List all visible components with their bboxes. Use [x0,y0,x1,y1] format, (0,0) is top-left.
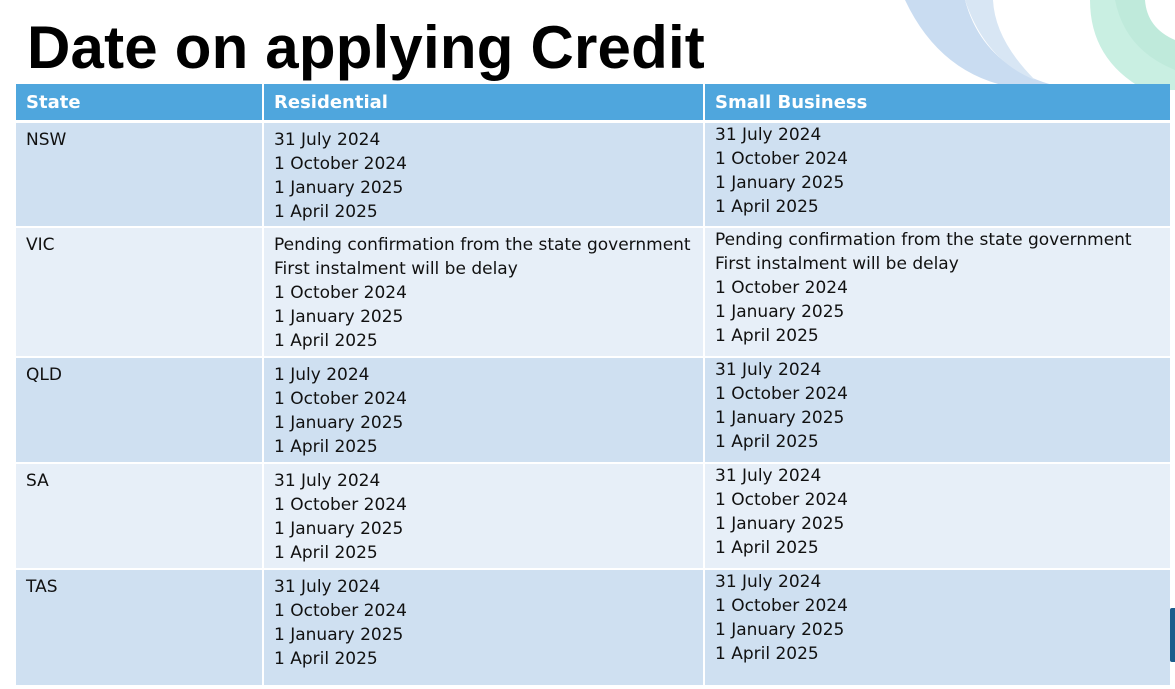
table-row-vic [16,228,1170,358]
residential-date: 1 July 2024 [274,365,370,385]
residential-date: 1 April 2025 [274,202,378,222]
small-business-date: 1 April 2025 [715,197,819,217]
table-row-tas [16,570,1170,687]
small-business-cell [705,123,1170,228]
table-row-sa [16,464,1170,570]
table-row-qld [16,358,1170,464]
state-cell: NSW [16,123,264,228]
credit-dates-table [16,84,1170,687]
residential-date: 1 January 2025 [274,625,404,645]
small-business-cell [705,570,1170,687]
residential-date: 1 January 2025 [274,413,404,433]
residential-cell [264,228,705,358]
residential-date: 1 January 2025 [274,519,404,539]
residential-date: 1 April 2025 [274,331,378,351]
small-business-date: 1 April 2025 [715,432,819,452]
residential-note: First instalment will be delay [274,259,518,279]
small-business-date: 1 January 2025 [715,408,845,428]
residential-date: 1 January 2025 [274,178,404,198]
residential-date: 1 October 2024 [274,154,407,174]
residential-cell [264,464,705,570]
residential-date: 1 April 2025 [274,543,378,563]
residential-note: Pending confirmation from the state government [274,235,691,255]
residential-cell [264,570,705,687]
small-business-date: 31 July 2024 [715,466,822,486]
small-business-cell [705,358,1170,464]
small-business-date: 1 January 2025 [715,302,845,322]
state-cell: SA [16,464,264,570]
small-business-cell [705,464,1170,570]
page-title: Date on applying Credit [27,14,705,81]
residential-cell [264,123,705,228]
small-business-date: 31 July 2024 [715,572,822,592]
header-state: State [16,84,264,123]
small-business-date: 1 April 2025 [715,326,819,346]
residential-date: 1 April 2025 [274,437,378,457]
residential-date: 1 October 2024 [274,389,407,409]
state-cell: TAS [16,570,264,687]
small-business-date: 31 July 2024 [715,125,822,145]
residential-date: 1 October 2024 [274,283,407,303]
small-business-date: 1 April 2025 [715,644,819,664]
state-cell: VIC [16,228,264,358]
small-business-cell [705,228,1170,358]
residential-date: 31 July 2024 [274,130,381,150]
small-business-date: 1 January 2025 [715,620,845,640]
decorative-arcs [875,0,1175,90]
residential-cell [264,358,705,464]
residential-date: 31 July 2024 [274,577,381,597]
small-business-note: Pending confirmation from the state government [715,230,1132,250]
residential-date: 31 July 2024 [274,471,381,491]
small-business-date: 1 January 2025 [715,173,845,193]
slide-edge-marker [1170,608,1175,662]
small-business-date: 1 October 2024 [715,278,848,298]
small-business-date: 31 July 2024 [715,360,822,380]
residential-date: 1 October 2024 [274,601,407,621]
small-business-date: 1 October 2024 [715,490,848,510]
residential-date: 1 January 2025 [274,307,404,327]
small-business-date: 1 January 2025 [715,514,845,534]
residential-date: 1 October 2024 [274,495,407,515]
header-residential: Residential [264,84,705,123]
table-row-nsw [16,123,1170,228]
residential-date: 1 April 2025 [274,649,378,669]
state-cell: QLD [16,358,264,464]
small-business-note: First instalment will be delay [715,254,959,274]
header-small-business: Small Business [705,84,1170,123]
small-business-date: 1 October 2024 [715,149,848,169]
small-business-date: 1 October 2024 [715,596,848,616]
table-header-row [16,84,1170,123]
small-business-date: 1 April 2025 [715,538,819,558]
small-business-date: 1 October 2024 [715,384,848,404]
